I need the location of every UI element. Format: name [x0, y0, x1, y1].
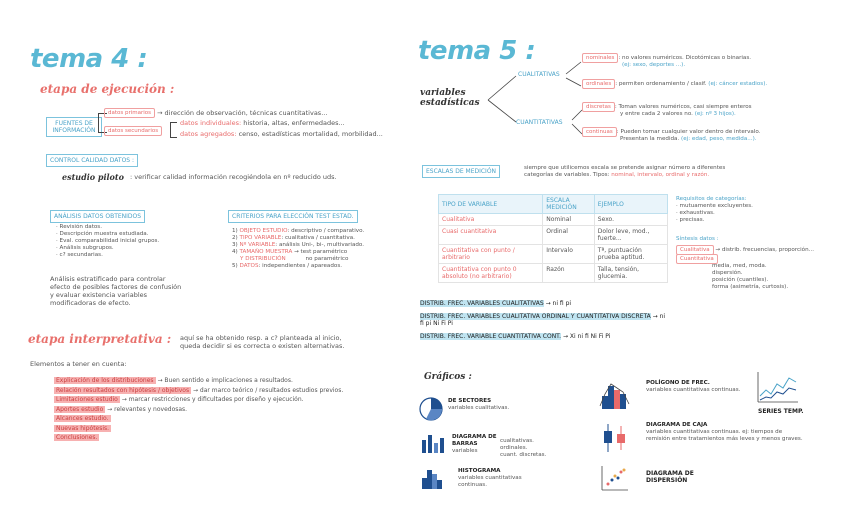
- criterios-list: 1) OBJETO ESTUDIO: descriptivo / comparativo. 2) TIPO VARIABLE: cualitativa / cuantitativa. 3) Nº VARIABLE: análisis Uni-, bi-, multivariado. 4) TAMAÑO MUESTRA → test paramétrico Y DISTRIBUCIÓN no paramétrico 5) DATOS: independientes / apareados.: [232, 228, 365, 269]
- time-series-icon: [756, 370, 800, 404]
- datos-secundarios: datos secundarios: [104, 126, 162, 136]
- interpretativa-desc: aquí se ha obtenido resp. a c? planteada al inicio, queda decidir si es correcta o existen alternativas.: [180, 334, 345, 350]
- table-row: Cualitativa Nominal Sexo.: [439, 214, 668, 226]
- estudio-piloto-desc: : verificar calidad información recogiéndola en nº reducido uds.: [130, 173, 337, 181]
- barras-list: cualitativas. ordinales. cuant. discretas.: [500, 438, 547, 458]
- graficos-title: Gráficos :: [424, 372, 472, 382]
- table-row: Cuantitativa con punto 0 absoluto (no arbitrario) Razón Talla, tensión, glucemia.: [439, 264, 668, 283]
- caja-label: DIAGRAMA DE CAJA variables cuantitativas continuas. ej: tiempos de remisión entre tratamientos más leves y menos graves.: [646, 422, 803, 442]
- datos-primarios-desc: → dirección de observación, técnicas cuantitativas...: [157, 109, 328, 117]
- nominales-line: nominales : no valores numéricos. Dicotómicas o binarias. (ej: sexo, deportes ...).: [582, 55, 832, 69]
- table-header: EJEMPLO: [594, 195, 667, 214]
- control-calidad-box: CONTROL CALIDAD DATOS :: [46, 154, 138, 167]
- cualitativas-label: CUALITATIVAS: [518, 71, 560, 78]
- poligono-label: POLÍGONO DE FREC. variables cuantitativas continuas.: [646, 380, 741, 393]
- elementos-title: Elementos a tener en cuenta:: [30, 360, 127, 368]
- frequency-polygon-icon: [598, 380, 638, 410]
- escalas-table: [438, 194, 668, 283]
- tema5-title: tema 5 :: [418, 36, 536, 66]
- box-plot-icon: [600, 422, 630, 454]
- escalas-desc: siempre que utilicemos escala se pretende asignar número a diferentes categorías de variables. Tipos: nominal, intervalo, ordinal y razón.: [524, 165, 726, 178]
- table-header: ESCALA MEDICIÓN: [543, 195, 595, 214]
- continuas-line: continuas : Pueden tomar cualquier valor dentro de intervalo. Presentan la medida. (ej: edad, peso, medida...).: [582, 129, 832, 143]
- distrib-list: DISTRIB. FREC. VARIABLES CUALITATIVAS → ni fi pi DISTRIB. FREC. VARIABLES CUALITATIVA ORDINAL Y CUANTITATIVA DISCRETA → ni fi pi Ni Fi Pi DISTRIB. FREC. VARIABLE CUANTITATIVA CONT. → Xi ni fi Ni Fi Pi: [420, 300, 666, 340]
- estudio-piloto: estudio piloto: [62, 172, 124, 182]
- sectores-label: DE SECTORES variables cualitativas.: [448, 398, 510, 411]
- table-header: TIPO DE VARIABLE: [439, 195, 543, 214]
- requisitos: Requisitos de categorías: · mutuamente excluyentes. · exhaustivas. · precisas.: [676, 196, 753, 223]
- dispersion-label: DIAGRAMA DE DISPERSIÓN: [646, 470, 694, 484]
- histograma-label: HISTOGRAMA variables cuantitativas continuas.: [458, 468, 522, 488]
- series-label: SERIES TEMP.: [758, 408, 804, 415]
- datos-primarios: datos primarios: [104, 108, 155, 118]
- analisis-list: · Revisión datos. · Descripción muestra estudiada. · Eval. comparabilidad inicial grupos. · Análisis subgrupos. · c? secundarias.: [56, 224, 160, 258]
- table-header-row: [439, 195, 668, 214]
- escalas-box: ESCALAS DE MEDICIÓN: [422, 165, 500, 178]
- ordinales-line: ordinales : permiten ordenamiento / clasif. (ej: cáncer estadios).: [582, 81, 832, 88]
- criterios-box: CRITERIOS PARA ELECCIÓN TEST ESTAD.: [228, 210, 358, 223]
- secundarios-bracket: [170, 122, 177, 138]
- barras-label: DIAGRAMA DE BARRAS variables: [452, 434, 497, 454]
- bar-chart-icon: [420, 432, 446, 454]
- table-row: Cuantitativa con punto / arbitrario Intervalo Tª, puntuación prueba aptitud.: [439, 245, 668, 264]
- discretas-line: discretas : Toman valores numéricos, casi siempre enteros y entre cada 2 valores no. (ej: nº 3 hijos).: [582, 104, 832, 118]
- tema4-title: tema 4 :: [30, 44, 148, 74]
- datos-agregados-line: datos agregados: censo, estadísticas mortalidad, morbilidad...: [180, 130, 383, 138]
- elementos-list: Explicación de los distribuciones → Buen sentido e implicaciones a resultados. Relación resultados con hipótesis / objetivos → dar marco teórico / resultados estudios previos. Limitaciones estudio → marcar restricciones y dificultades por diseño y ejecución. Aportes estudio → relevantes y novedosas. Alcances estudio. Nuevas hipótesis. Conclusiones.: [56, 377, 344, 441]
- scatter-plot-icon: [600, 464, 630, 492]
- cuantitativas-label: CUANTITATIVAS: [516, 119, 563, 126]
- variables-label: variables estadísticas: [420, 88, 480, 108]
- datos-individuales-line: datos individuales: historia, altas, enfermedades...: [180, 119, 345, 127]
- etapa-interpretativa-heading: etapa interpretativa :: [28, 332, 172, 346]
- table-row: Cuasi cuantitativa Ordinal Dolor leve, mod., fuerte...: [439, 226, 668, 245]
- pie-chart-icon: [418, 396, 444, 422]
- etapa-ejecucion-heading: etapa de ejecución :: [40, 82, 175, 96]
- fuentes-box: FUENTES DE INFORMACIÓN: [46, 117, 102, 137]
- sintesis: Síntesis datos : Cualitativa → distrib. frecuencias, proporción... Cuantitativa media, med, moda. dispersión. posición (cuantiles). forma (asimetría, curtosis).: [676, 236, 814, 290]
- histogram-icon: [420, 466, 446, 490]
- analisis-note: Análisis estratificado para controlar efecto de posibles factores de confusión y evaluar existencia variables modificadoras de efecto.: [50, 275, 182, 307]
- analisis-box: ANÁLISIS DATOS OBTENIDOS: [50, 210, 145, 223]
